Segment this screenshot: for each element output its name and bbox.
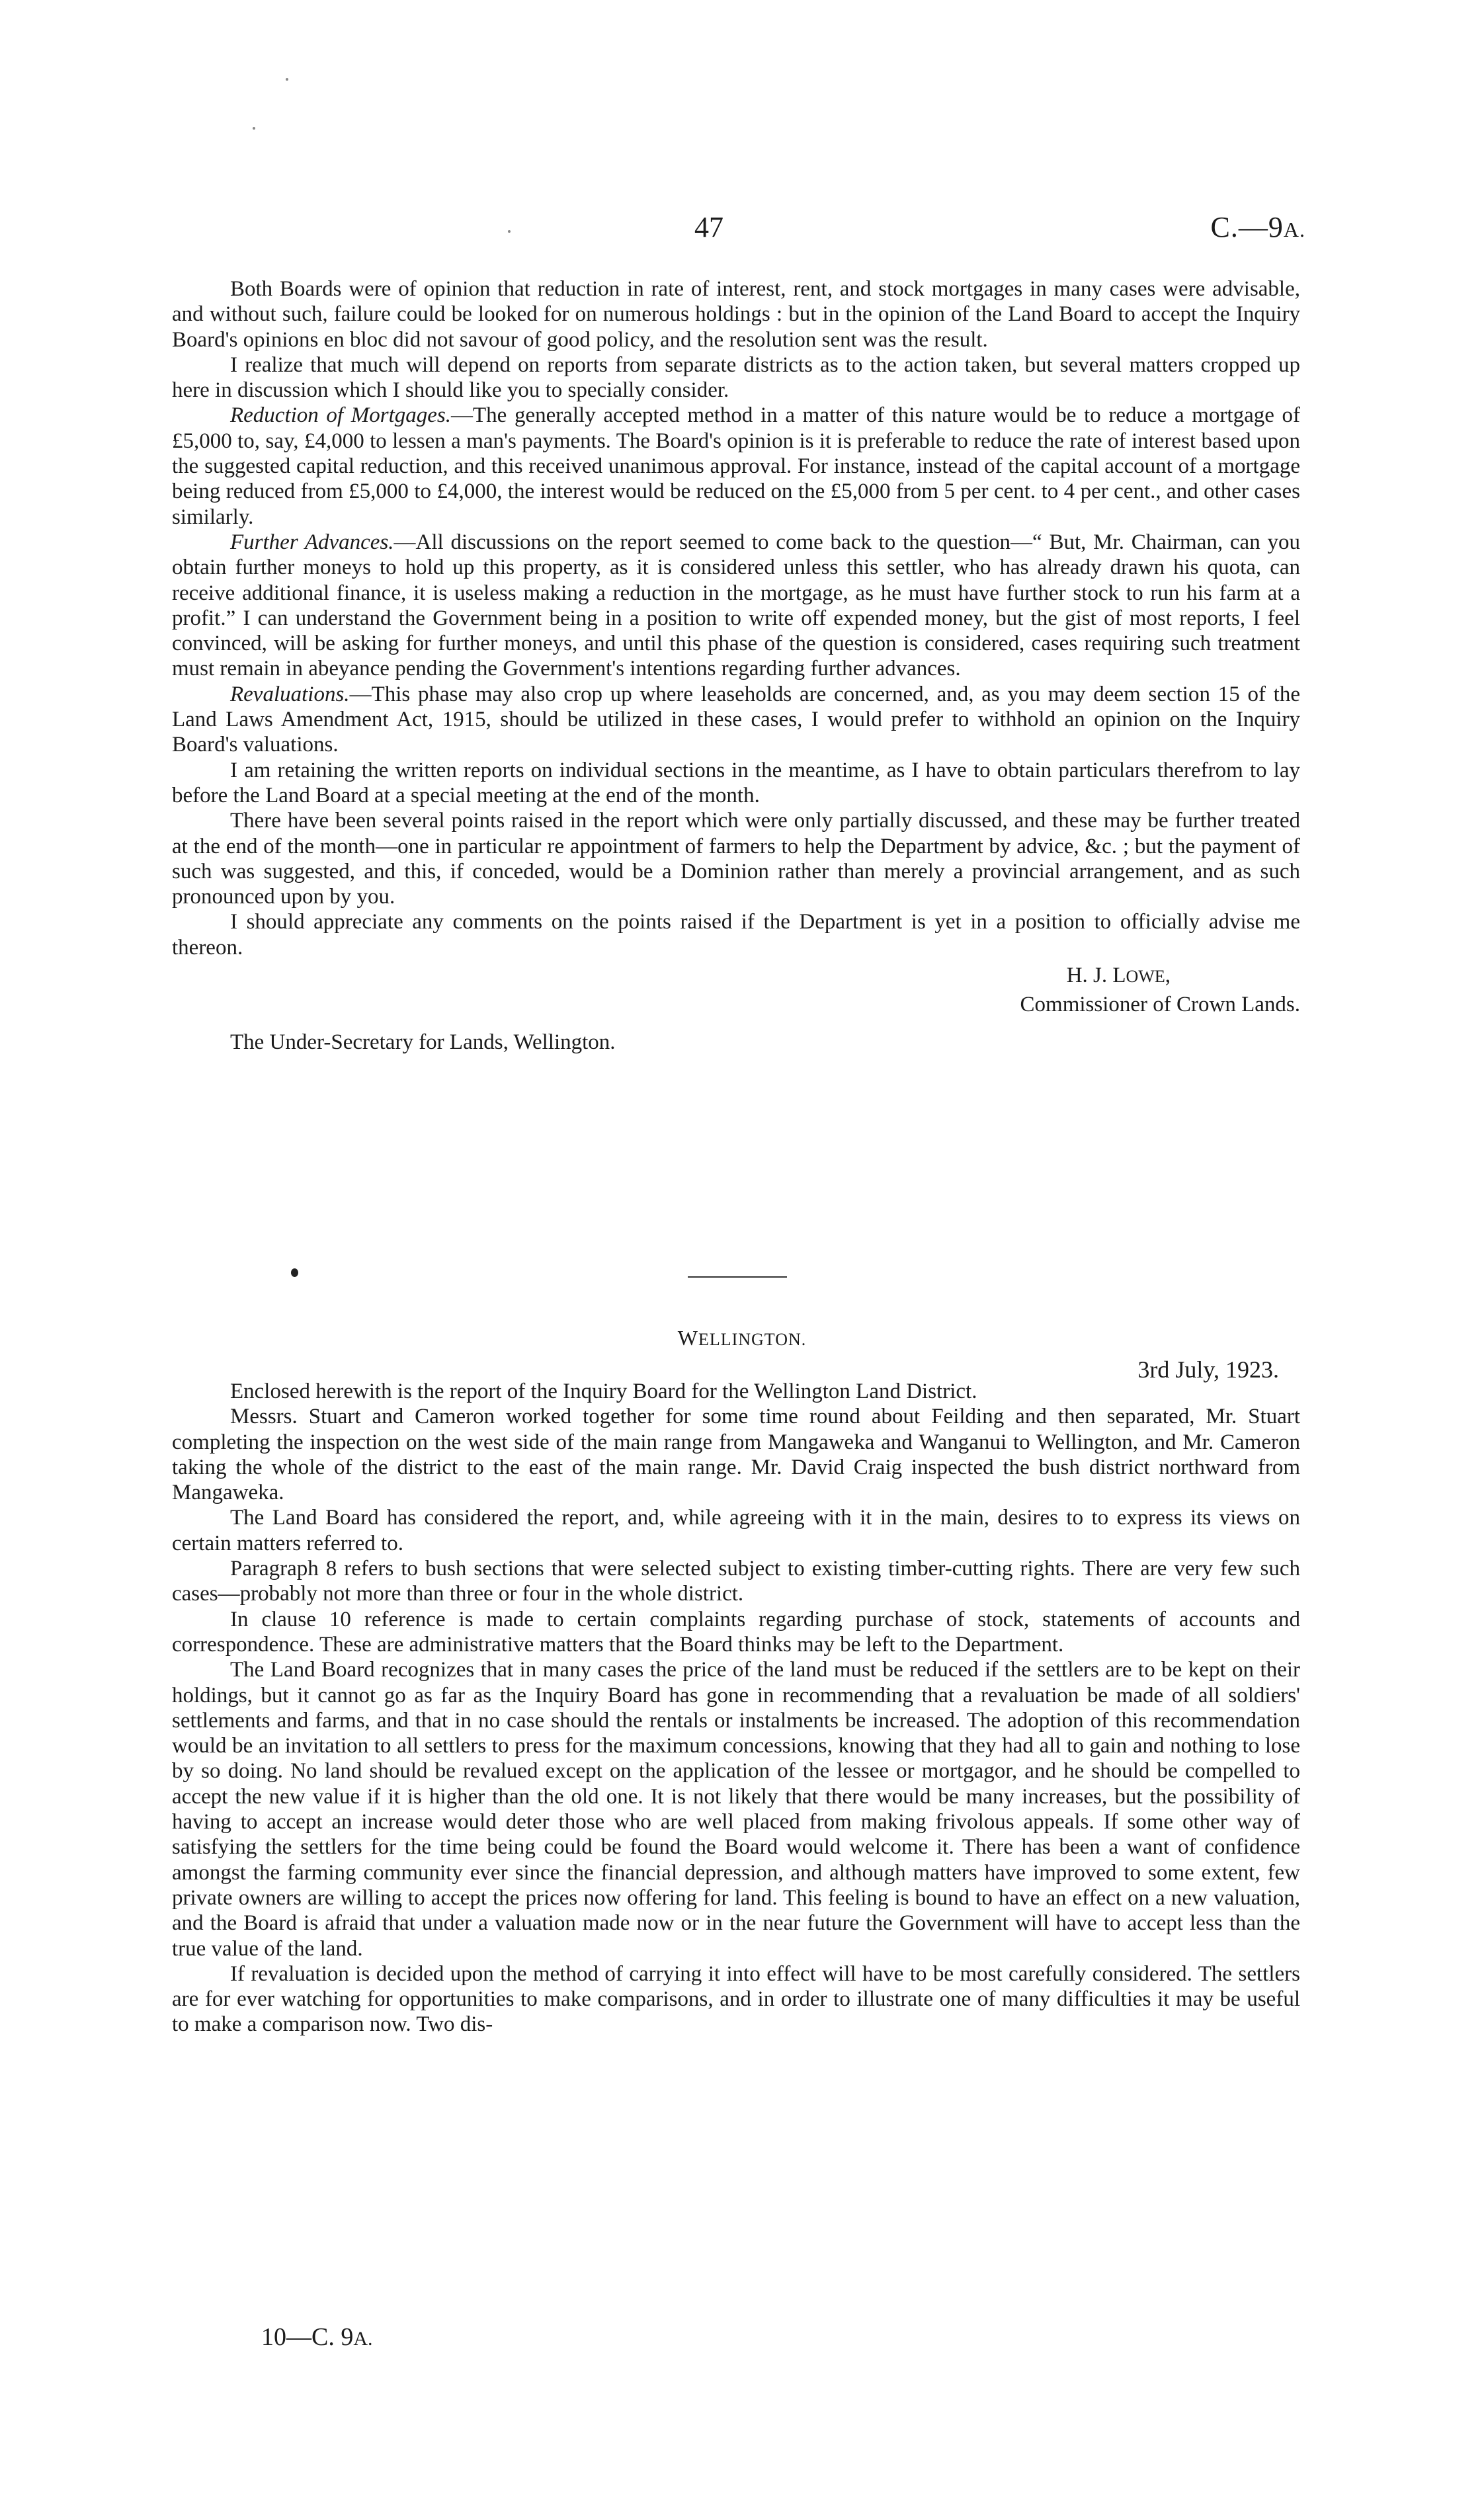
- signature-comma: ,: [1165, 964, 1171, 988]
- side-heading: Revaluations.: [230, 682, 350, 706]
- district-heading: [0, 1326, 1484, 1350]
- paragraph-revaluations: [172, 682, 1300, 758]
- district-heading-initial: W: [677, 1326, 698, 1350]
- footer-ref-suffix: A.: [353, 2328, 373, 2350]
- paragraph-text: —This phase may also crop up where leaseholds are concerned, and, as you may deem section 15 of the Land Laws Amendment Act, 1915, should be utilized in these cases, I would prefer to withhold an opinion on the Inquiry Board's valuations.: [172, 682, 1300, 757]
- paragraph: I should appreciate any comments on the points raised if the Department is yet in a position to officially advise me thereon.: [172, 910, 1300, 960]
- paragraph: The Land Board recognizes that in many cases the price of the land must be reduced if the settlers are to be kept on their holdings, but it cannot go as far as the Inquiry Board has gone in recommending that a revaluation be made of all soldiers' settlements and farms, and that in no case should the rentals or instalments be increased. The adoption of this recommendation would be an invitation to all settlers to press for the maximum concessions, knowing that they had all to gain and nothing to lose by so doing. No land should be revalued except on the application of the lessee or mortgagor, and he should be compelled to accept the new value if it is higher than the old one. It is not likely that there would be many increases, but the possibility of having to accept an increase would deter those who are well placed from making frivolous appeals. If some other way of satisfying the settlers for the time being could be found the Board would welcome it. There has been a want of confidence amongst the farming community ever since the financial depression, and although matters have improved to some extent, few private owners are willing to accept the prices now offering for land. This feeling is bound to have an effect on a new valuation, and the Board is afraid that under a valuation made now or in the near future the Government will have to accept less than the true value of the land.: [172, 1658, 1300, 1961]
- paragraph: In clause 10 reference is made to certain complaints regarding purchase of stock, statements of accounts and correspondence. These are administrative matters that the Board thinks may be left to the Department.: [172, 1607, 1300, 1657]
- print-speck: [253, 127, 255, 130]
- wellington-report-body: [172, 1379, 1300, 2037]
- paragraph: The Land Board has considered the report, and, while agreeing with it in the main, desires to to express its views on certain matters referred to.: [172, 1506, 1300, 1555]
- section-divider: [688, 1276, 787, 1278]
- signature-initials: H. J. L: [1066, 964, 1126, 988]
- paragraph-further-advances: [172, 530, 1300, 682]
- signature-smallcaps: OWE: [1126, 967, 1165, 987]
- paragraph: Paragraph 8 refers to bush sections that were selected subject to existing timber-cutting rights. There are very few such cases—probably not more than three or four in the whole district.: [172, 1557, 1300, 1606]
- signature-name: [172, 963, 1300, 989]
- paragraph: If revaluation is decided upon the method of carrying it into effect will have to be most carefully considered. The settlers are for ever watching for opportunities to make comparisons, and in order to illustrate one of many difficulties it may be useful to make a comparison now. Two dis-: [172, 1961, 1300, 2037]
- letter-date: 3rd July, 1923.: [1137, 1356, 1279, 1383]
- document-reference: [1211, 210, 1305, 244]
- doc-ref-suffix: A.: [1283, 218, 1305, 241]
- page-number: 47: [694, 211, 723, 243]
- side-heading: Reduction of Mortgages.: [230, 403, 451, 428]
- paragraph: Both Boards were of opinion that reduction in rate of interest, rent, and stock mortgages in many cases were advisable, and without such, failure could be looked for on numerous holdings : but in the opinion of the Land Board to accept the Inquiry Board's opinions en bloc did not savour of good policy, and the resolution sent was the result.: [172, 277, 1300, 352]
- doc-ref-main: C.—9: [1210, 211, 1284, 243]
- print-speck: [286, 78, 288, 81]
- paragraph: Enclosed herewith is the report of the Inquiry Board for the Wellington Land District.: [230, 1379, 977, 1403]
- paragraph: I realize that much will depend on reports from separate districts as to the action taken, but several matters cropped up here in discussion which I should like you to specially consider.: [172, 352, 1300, 403]
- addressee: The Under-Secretary for Lands, Wellington.: [230, 1030, 616, 1054]
- paragraph-text: —All discussions on the report seemed to come back to the question—“ But, Mr. Chairman, can you obtain further moneys to hold up this property, as it is considered unless this settler, who has already drawn his quota, can receive additional finance, it is useless making a reduction in the mortgage, as he must have further stock to run his farm at a profit.” I can understand the Government being in a position to write off expended money, but the gist of most reports, I feel convinced, will be asking for further moneys, and until this phase of the question is considered, cases requiring such treatment must remain in abeyance pending the Government's intentions regarding further advances.: [172, 530, 1300, 681]
- side-heading: Further Advances.: [230, 530, 394, 554]
- paragraph: Messrs. Stuart and Cameron worked together for some time round about Feilding and then separated, Mr. Stuart completing the inspection on the west side of the main range from Mangaweka and Wanganui to Wellington, and Mr. Cameron taking the whole of the district to the east of the main range. Mr. David Craig inspected the bush district northward from Mangaweka.: [172, 1405, 1300, 1505]
- print-speck: [508, 230, 511, 233]
- footer-ref-main: 10—C. 9: [261, 2323, 354, 2351]
- district-heading-rest: ELLINGTON.: [698, 1330, 807, 1349]
- signature-title: Commissioner of Crown Lands.: [1020, 993, 1300, 1017]
- footer-signature-mark: [261, 2322, 373, 2352]
- paragraph: There have been several points raised in the report which were only partially discussed, and these may be further treated at the end of the month—one in particular re appointment of farmers to help the Department by advice, &c. ; but the payment of such was suggested, and this, if conceded, would be a Dominion rather than merely a provincial arrangement, and as such pronounced upon by you.: [172, 809, 1300, 909]
- ink-dot: [291, 1268, 298, 1277]
- paragraph: I am retaining the written reports on individual sections in the meantime, as I have to obtain particulars therefrom to lay before the Land Board at a special meeting at the end of the month.: [172, 758, 1300, 807]
- letter-body: [172, 276, 1300, 1055]
- paragraph-text: —The generally accepted method in a matter of this nature would be to reduce a mortgage of £5,000 to, say, £4,000 to lessen a man's payments. The Board's opinion is it is preferable to reduce the rate of interest based upon the suggested capital reduction, and this received unanimous approval. For instance, instead of the capital account of a mortgage being reduced from £5,000 to £4,000, the interest would be reduced on the £5,000 from 5 per cent. to 4 per cent., and other cases similarly.: [172, 403, 1301, 529]
- paragraph-reduction-of-mortgages: [172, 403, 1300, 529]
